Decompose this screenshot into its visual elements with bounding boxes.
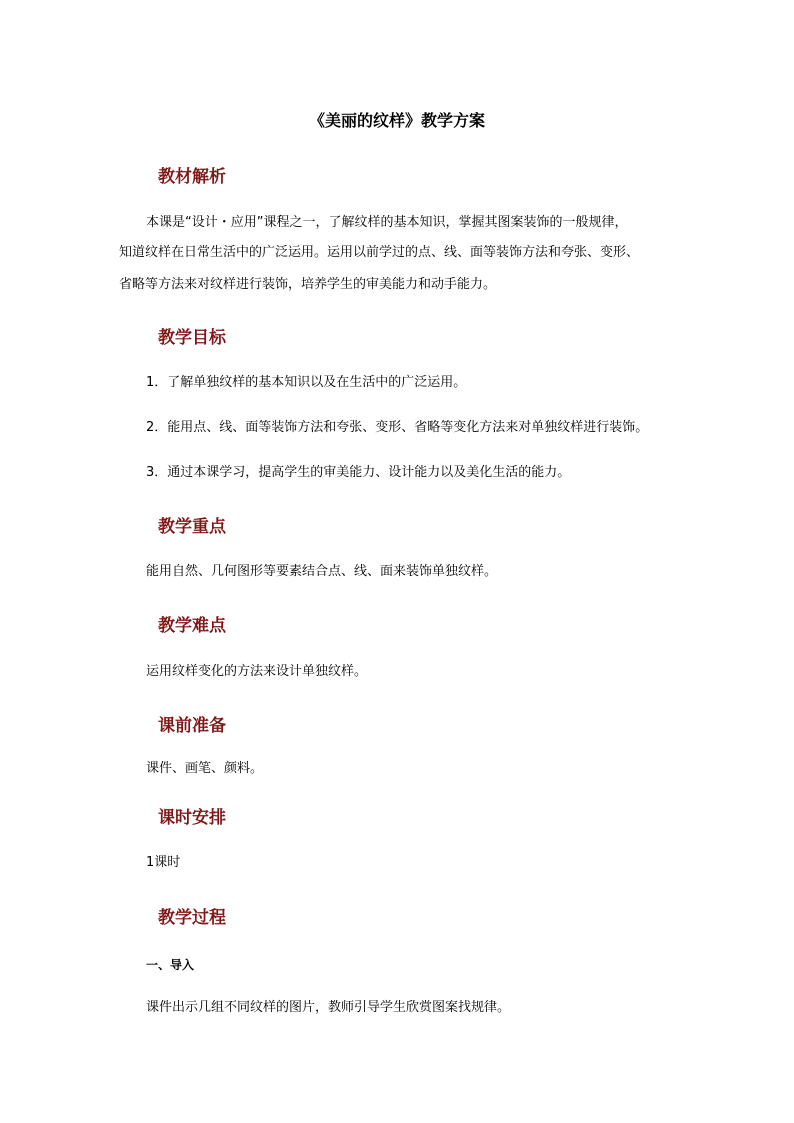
schedule-text: 1课时 xyxy=(146,855,181,870)
goal-item: 3．通过本课学习，提高学生的审美能力、设计能力以及美化生活的能力。 xyxy=(146,465,571,480)
preparation-text: 课件、画笔、颜料。 xyxy=(146,761,264,776)
key-points-text: 能用自然、几何图形等要素结合点、线、面来装饰单独纹样。 xyxy=(146,564,498,579)
document-title: 《美丽的纹样》教学方案 xyxy=(308,111,485,130)
section-heading-analysis: 教材解析 xyxy=(158,167,226,187)
section-heading-key-points: 教学重点 xyxy=(158,517,226,537)
paragraph-line: 知道纹样在日常生活中的广泛运用。运用以前学过的点、线、面等装饰方法和夸张、变形、 xyxy=(119,245,640,260)
section-heading-process: 教学过程 xyxy=(158,908,226,928)
section-heading-preparation: 课前准备 xyxy=(158,716,226,736)
goal-item: 2．能用点、线、面等装饰方法和夸张、变形、省略等变化方法来对单独纹样进行装饰。 xyxy=(146,420,649,435)
goal-item: 1．了解单独纹样的基本知识以及在生活中的广泛运用。 xyxy=(146,375,467,390)
paragraph-line: 省略等方法来对纹样进行装饰，培养学生的审美能力和动手能力。 xyxy=(119,277,497,292)
section-heading-goals: 教学目标 xyxy=(158,328,226,348)
section-heading-difficulties: 教学难点 xyxy=(158,616,226,636)
process-step-title: 一、导入 xyxy=(146,958,195,972)
difficulties-text: 运用纹样变化的方法来设计单独纹样。 xyxy=(146,664,368,679)
process-step-text: 课件出示几组不同纹样的图片，教师引导学生欣赏图案找规律。 xyxy=(146,1000,511,1015)
section-heading-schedule: 课时安排 xyxy=(158,808,226,828)
paragraph-line: 本课是“设计・应用”课程之一，了解纹样的基本知识，掌握其图案装饰的一般规律， xyxy=(146,215,628,230)
